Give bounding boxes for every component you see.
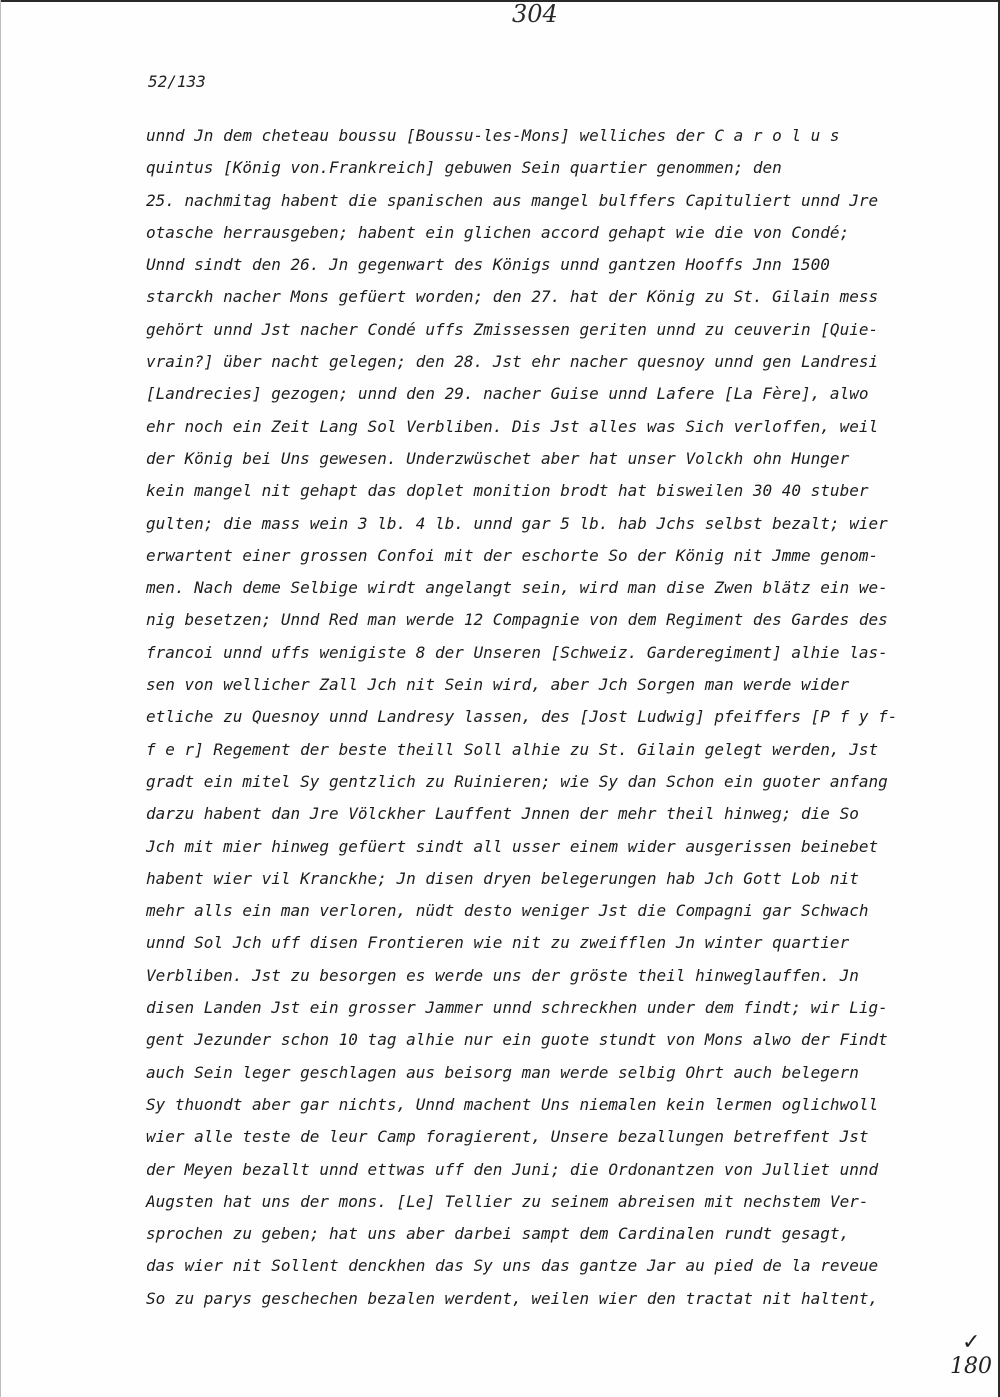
text-line: gradt ein mitel Sy gentzlich zu Ruinieren; wie Sy dan Schon ein guoter anfang xyxy=(146,771,888,791)
handwritten-folio-number: 304 xyxy=(512,0,558,28)
text-line: sen von wellicher Zall Jch nit Sein wird, aber Jch Sorgen man werde wider xyxy=(146,675,850,695)
text-line: das wier nit Sollent denckhen das Sy uns das gantze Jar au pied de la reveue xyxy=(146,1256,879,1276)
text-line: ehr noch ein Zeit Lang Sol Verbliben. Dis Jst alles was Sich verloffen, weil xyxy=(146,416,879,436)
text-line: vrain?] über nacht gelegen; den 28. Jst ehr nacher quesnoy unnd gen Landresi xyxy=(146,352,879,372)
text-line: sprochen zu geben; hat uns aber darbei sampt dem Cardinalen rundt gesagt, xyxy=(146,1224,850,1244)
text-line: f e r] Regement der beste theill Soll alhie zu St. Gilain gelegt werden, Jst xyxy=(146,739,879,759)
text-line: erwartent einer grossen Confoi mit der eschorte So der König nit Jmme genom- xyxy=(146,545,879,565)
text-line: 25. nachmitag habent die spanischen aus mangel bulffers Capituliert unnd Jre xyxy=(146,190,879,210)
text-line: auch Sein leger geschlagen aus beisorg man werde selbig Ohrt auch belegern xyxy=(146,1062,859,1082)
text-line: otasche herrausgeben; habent ein glichen accord gehapt wie die von Condé; xyxy=(146,222,850,242)
handwritten-page-number: 180 xyxy=(950,1354,992,1379)
text-line: unnd Jn dem cheteau boussu [Boussu-les-Mons] welliches der C a r o l u s xyxy=(146,126,840,145)
text-line: kein mangel nit gehapt das doplet monition brodt hat bisweilen 30 40 stuber xyxy=(146,481,869,501)
text-line: Augsten hat uns der mons. [Le] Tellier zu seinem abreisen mit nechstem Ver- xyxy=(146,1191,869,1211)
text-line: gehört unnd Jst nacher Condé uffs Zmissessen geriten unnd zu ceuverin [Quie- xyxy=(146,319,879,339)
text-line: unnd Sol Jch uff disen Frontieren wie nit zu zweifflen Jn winter quartier xyxy=(146,933,850,953)
transcription-text xyxy=(146,120,936,1315)
text-line: darzu habent dan Jre Völckher Lauffent Jnnen der mehr theil hinweg; die So xyxy=(146,804,859,824)
text-line: der König bei Uns gewesen. Underzwüschet aber hat unser Volckh ohn Hunger xyxy=(146,448,850,468)
text-line: men. Nach deme Selbige wirdt angelangt sein, wird man dise Zwen blätz ein we- xyxy=(146,578,888,598)
scan-border-top xyxy=(0,0,1000,2)
text-line: etliche zu Quesnoy unnd Landresy lassen, des [Jost Ludwig] pfeiffers [P f y f- xyxy=(146,707,898,727)
text-line: nig besetzen; Unnd Red man werde 12 Compagnie von dem Regiment des Gardes des xyxy=(146,610,888,630)
text-line: wier alle teste de leur Camp foragierent, Unsere bezallungen betreffent Jst xyxy=(146,1127,869,1147)
text-line: Sy thuondt aber gar nichts, Unnd machent Uns niemalen kein lermen oglichwoll xyxy=(146,1094,879,1114)
text-line: quintus [König von.Frankreich] gebuwen Sein quartier genommen; den xyxy=(146,158,782,178)
text-line: der Meyen bezallt unnd ettwas uff den Juni; die Ordonantzen von Julliet unnd xyxy=(146,1159,879,1179)
text-line: francoi unnd uffs wenigiste 8 der Unseren [Schweiz. Garderegiment] alhie las- xyxy=(146,642,888,662)
text-line: habent wier vil Kranckhe; Jn disen dryen belegerungen hab Jch Gott Lob nit xyxy=(146,868,859,888)
text-line: Unnd sindt den 26. Jn gegenwart des Königs unnd gantzen Hooffs Jnn 1500 xyxy=(146,255,830,275)
text-line: Jch mit mier hinweg gefüert sindt all usser einem wider ausgerissen beinebet xyxy=(146,836,879,856)
text-line: Verbliben. Jst zu besorgen es werde uns der gröste theil hinweglauffen. Jn xyxy=(146,965,859,985)
scan-border-left xyxy=(0,0,1,1397)
text-line: starckh nacher Mons gefüert worden; den 27. hat der König zu St. Gilain mess xyxy=(146,287,879,307)
text-line: gulten; die mass wein 3 lb. 4 lb. unnd gar 5 lb. hab Jchs selbst bezalt; wier xyxy=(146,513,888,533)
check-mark-icon: ✓ xyxy=(962,1330,981,1355)
text-line: So zu parys geschechen bezalen werdent, weilen wier den tractat nit haltent, xyxy=(146,1288,879,1308)
text-line: [Landrecies] gezogen; unnd den 29. nacher Guise unnd Lafere [La Fère], alwo xyxy=(146,384,869,404)
text-line: gent Jezunder schon 10 tag alhie nur ein guote stundt von Mons alwo der Findt xyxy=(146,1030,888,1050)
archive-reference: 52/133 xyxy=(148,72,206,91)
text-line: mehr alls ein man verloren, nüdt desto weniger Jst die Compagni gar Schwach xyxy=(146,901,869,921)
text-line: disen Landen Jst ein grosser Jammer unnd schreckhen under dem findt; wir Lig- xyxy=(146,998,888,1018)
